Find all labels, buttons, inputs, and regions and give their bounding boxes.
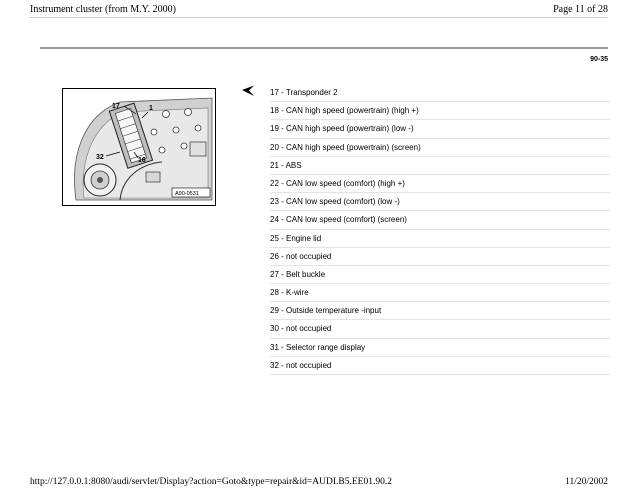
pin-assignment-list [270,84,610,375]
section-divider [40,47,608,49]
list-item: 26 - not occupied [270,248,610,266]
pointer-arrow-icon [241,84,255,102]
list-item: 27 - Belt buckle [270,266,610,284]
list-item: 28 - K-wire [270,284,610,302]
list-item: 20 - CAN high speed (powertrain) (screen) [270,139,610,157]
list-item: 19 - CAN high speed (powertrain) (low -) [270,120,610,138]
list-item: 25 - Engine lid [270,230,610,248]
document-title: Instrument cluster (from M.Y. 2000) [30,4,176,15]
list-item: 30 - not occupied [270,320,610,338]
list-item: 22 - CAN low speed (comfort) (high +) [270,175,610,193]
list-item: 17 - Transponder 2 [270,84,610,102]
header-divider [30,17,608,18]
list-item: 21 - ABS [270,157,610,175]
list-item: 24 - CAN low speed (comfort) (screen) [270,211,610,229]
instrument-cluster-figure [62,88,216,206]
figure-label: 1 [149,105,153,112]
list-item: 18 - CAN high speed (powertrain) (high +) [270,102,610,120]
figure-label: 16 [138,157,146,164]
list-item: 23 - CAN low speed (comfort) (low -) [270,193,610,211]
page-number: Page 11 of 28 [553,4,608,15]
list-item: 29 - Outside temperature -input [270,302,610,320]
figure-reference-code: A90-0531 [175,191,199,197]
footer-url: http://127.0.0.1:8080/audi/servlet/Display?action=Goto&type=repair&id=AUDI.B5.EE01.90.2 [30,477,392,487]
list-item: 31 - Selector range display [270,339,610,357]
list-item: 32 - not occupied [270,357,610,375]
figure-label: 17 [112,103,120,110]
page-reference: 90-35 [590,56,608,63]
figure-label: 32 [96,154,104,161]
footer-date: 11/20/2002 [565,477,608,487]
